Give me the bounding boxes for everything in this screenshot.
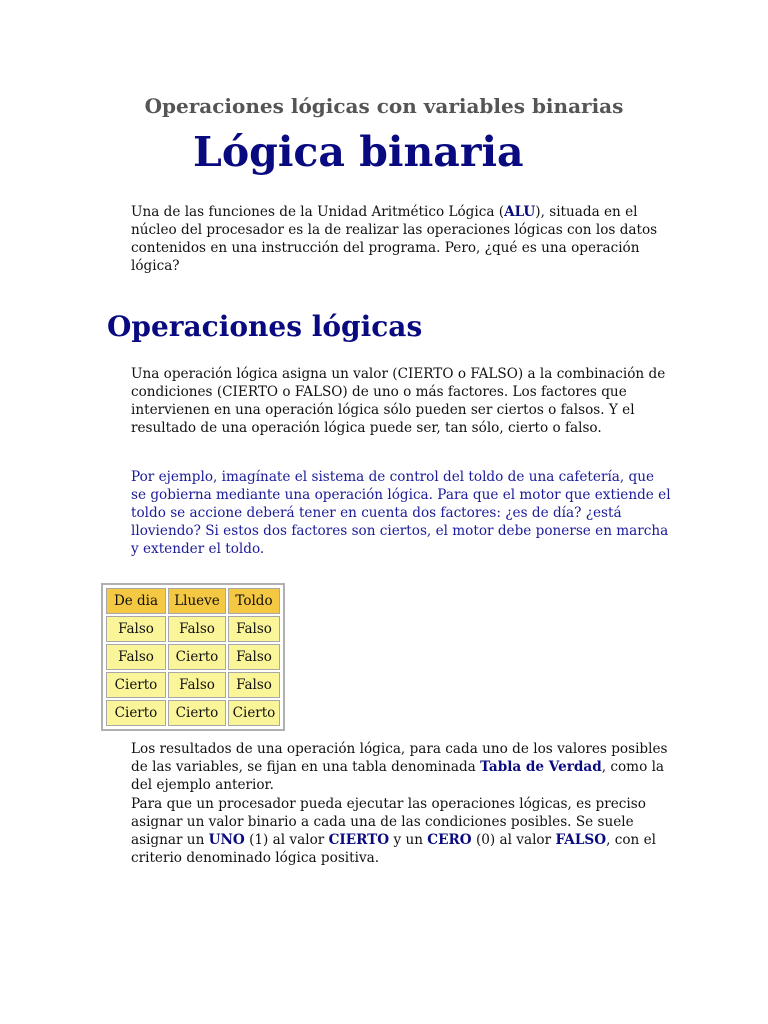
- binary-paragraph: [131, 795, 671, 867]
- table-cell: Cierto: [228, 700, 280, 726]
- table-header-cell: De dia: [106, 588, 166, 614]
- table-cell: Falso: [228, 644, 280, 670]
- results-text-after: , como la del ejemplo anterior.: [131, 759, 665, 793]
- intro-paragraph: [131, 203, 671, 275]
- table-cell: Falso: [106, 644, 166, 670]
- binary-text-2: (1) al valor: [244, 832, 329, 848]
- table-row: [106, 644, 280, 670]
- table-cell: Falso: [228, 616, 280, 642]
- uno-keyword: UNO: [208, 832, 245, 848]
- table-cell: Falso: [106, 616, 166, 642]
- page-title: Lógica binaria: [193, 128, 524, 176]
- example-paragraph: Por ejemplo, imagínate el sistema de control del toldo de una cafetería, que se gobierna mediante una operación lógica. Para que el motor que extiende el toldo se accione deberá tener en cuenta dos factores: ¿es de día? ¿está lloviendo? Si estos dos factores son ciertos, el motor debe ponerse en marcha y extender el toldo.: [131, 469, 671, 557]
- table-header-cell: Toldo: [228, 588, 280, 614]
- table-cell: Cierto: [168, 644, 226, 670]
- section-title: Operaciones lógicas: [107, 310, 423, 343]
- results-text-before: Los resultados de una operación lógica, para cada uno de los valores posibles de las variables, se fijan en una tabla denominada: [131, 741, 668, 775]
- table-header-row: [106, 588, 280, 614]
- table-cell: Falso: [168, 672, 226, 698]
- table-cell: Falso: [228, 672, 280, 698]
- binary-text-4: (0) al valor: [471, 832, 556, 848]
- results-paragraph: [131, 740, 671, 794]
- cierto-keyword: CIERTO: [328, 832, 390, 848]
- page-subtitle: Operaciones lógicas con variables binarias: [144, 94, 624, 118]
- truth-table: [101, 583, 285, 731]
- falso-keyword: FALSO: [555, 832, 607, 848]
- table-cell: Cierto: [106, 672, 166, 698]
- binary-text-5: , con el criterio denominado lógica positiva.: [131, 832, 656, 866]
- definition-paragraph: Una operación lógica asigna un valor (CIERTO o FALSO) a la combinación de condiciones (CIERTO o FALSO) de uno o más factores. Los factores que intervienen en una operación lógica sólo pueden ser ciertos o falsos. Y el resultado de una operación lógica puede ser, tan sólo, cierto o falso.: [131, 366, 666, 436]
- table-row: [106, 672, 280, 698]
- table-cell: Cierto: [106, 700, 166, 726]
- table-header-cell: Llueve: [168, 588, 226, 614]
- intro-text-before: Una de las funciones de la Unidad Aritmético Lógica (: [131, 204, 505, 220]
- table-cell: Cierto: [168, 700, 226, 726]
- cero-keyword: CERO: [427, 832, 472, 848]
- binary-text-1: Para que un procesador pueda ejecutar las operaciones lógicas, es preciso asignar un valor binario a cada una de las condiciones posibles. Se suele asignar un: [131, 796, 646, 848]
- table-cell: Falso: [168, 616, 226, 642]
- tabla-de-verdad-keyword: Tabla de Verdad: [480, 759, 602, 775]
- table-row: [106, 700, 280, 726]
- intro-text-after: ), situada en el núcleo del procesador es la de realizar las operaciones lógicas con los datos contenidos en una instrucción del programa. Pero, ¿qué es una operación lógica?: [131, 204, 658, 274]
- alu-keyword: ALU: [504, 204, 536, 220]
- table-row: [106, 616, 280, 642]
- binary-text-3: y un: [389, 832, 428, 848]
